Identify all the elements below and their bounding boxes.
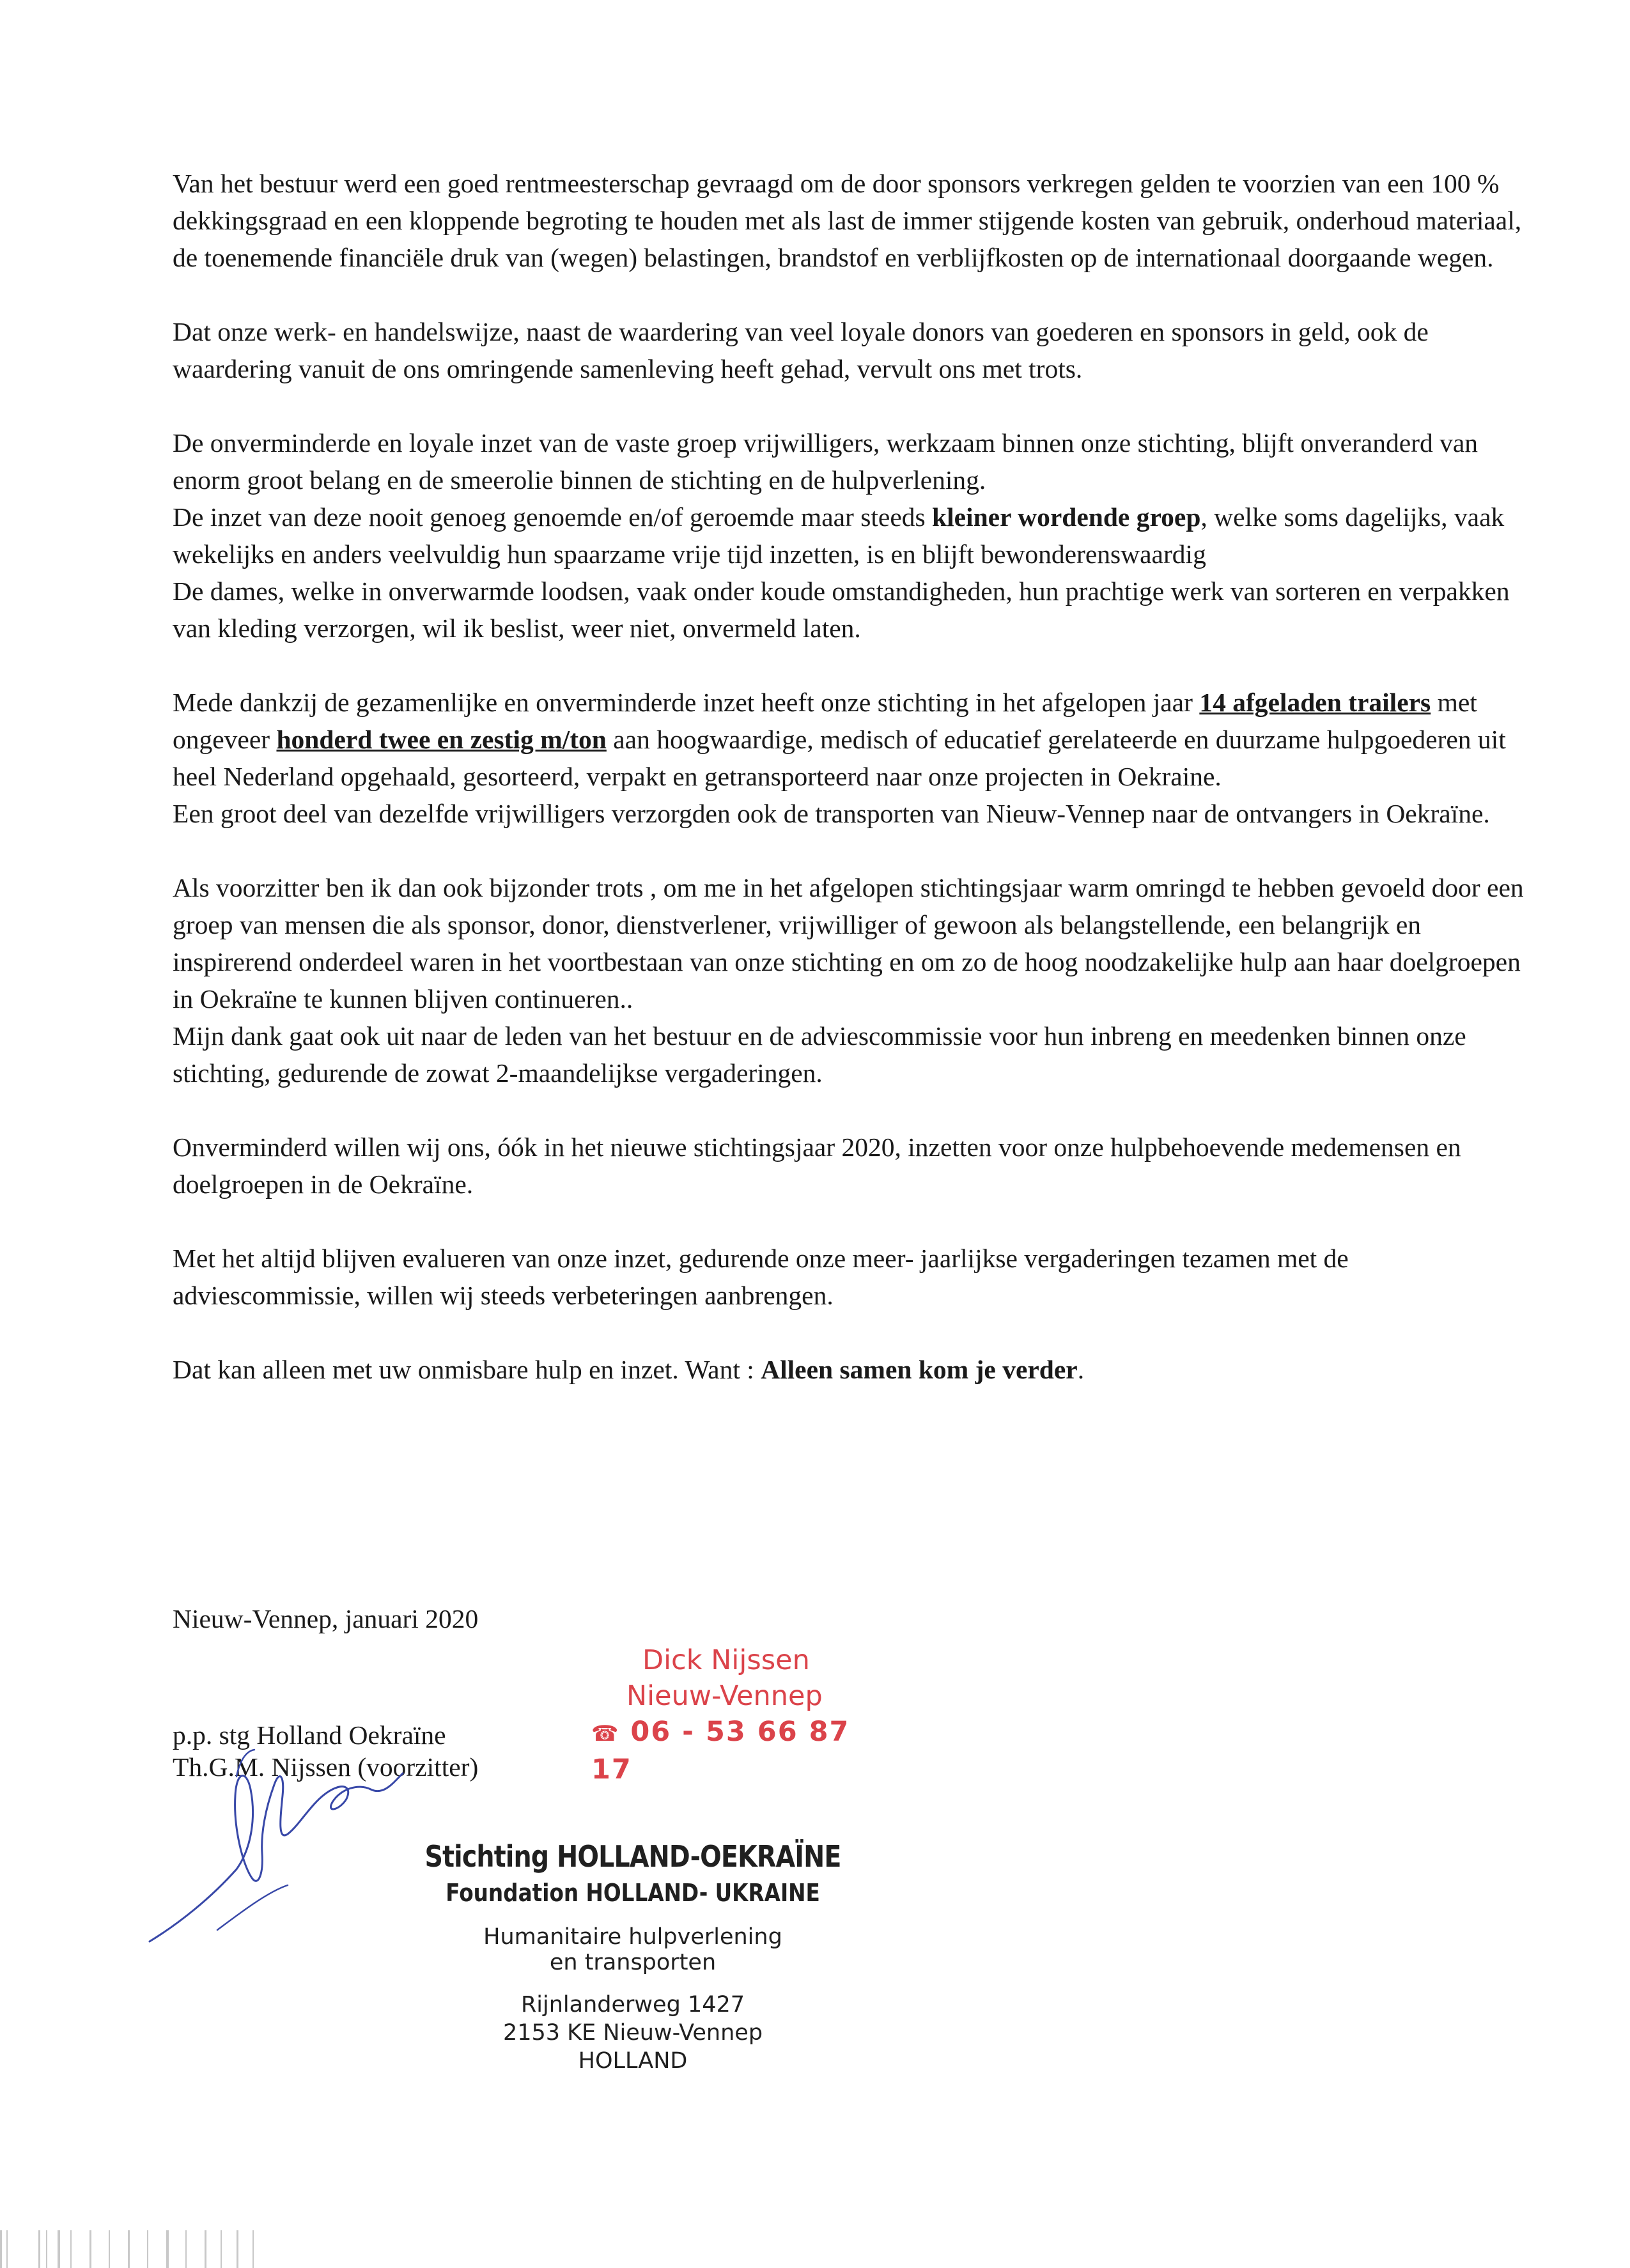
paragraph-2020: Onverminderd willen wij ons, óók in het nieuwe stichtingsjaar 2020, inzetten voor onze hulpbehoevende medemensen en doelgroepen in de Oekraïne. xyxy=(173,1132,1461,1199)
telephone-icon: ☎ xyxy=(591,1721,620,1747)
highlight-tonnage: honderd twee en zestig m/ton xyxy=(276,725,607,754)
paragraph-budget: Van het bestuur werd een goed rentmeesterschap gevraagd om de door sponsors verkregen gelden te voorzien van een 100 % dekkingsgraad en een kloppende begroting te houden met als last de immer stijgende kosten van gebruik, onderhoud materiaal, de toenemende financiële druk van (wegen) belastingen, brandstof en verblijfkosten op de internationaal doorgaande wegen. xyxy=(173,169,1522,272)
highlight-trailers: 14 afgeladen trailers xyxy=(1199,688,1431,717)
red-name-stamp xyxy=(591,1642,892,1787)
stamp-org-purpose-2: en transporten xyxy=(549,1950,717,1975)
stamp-org-street: Rijnlanderweg 1427 xyxy=(520,1992,745,2017)
bold-shrinking-group: kleiner wordende groep xyxy=(932,502,1201,532)
signatory-name: Th.G.M. Nijssen (voorzitter) xyxy=(173,1752,479,1782)
stamp-org-foundation: Foundation HOLLAND- UKRAINE xyxy=(446,1879,820,1907)
stamp-place: Nieuw-Vennep xyxy=(626,1680,823,1712)
stamp-org-country: HOLLAND xyxy=(578,2048,688,2074)
scan-barcode-strip xyxy=(0,2230,268,2268)
stamp-org-name: Stichting HOLLAND-OEKRAÏNE xyxy=(424,1839,841,1874)
stamp-org-postcode: 2153 KE Nieuw-Vennep xyxy=(502,2020,763,2046)
paragraph-appreciation: Dat onze werk- en handelswijze, naast de waardering van veel loyale donors van goederen en sponsors in geld, ook de waardering vanuit de ons omringende samenleving heeft gehad, vervult ons met trots. xyxy=(173,317,1429,383)
motto: Alleen samen kom je verder xyxy=(761,1355,1078,1384)
paragraph-motto: Dat kan alleen met uw onmisbare hulp en inzet. Want : Alleen samen kom je verder. xyxy=(173,1355,1085,1384)
letter-body xyxy=(173,165,1541,1388)
paragraph-volunteers: De onverminderde en loyale inzet van de vaste groep vrijwilligers, werkzaam binnen onze stichting, blijft onveranderd van enorm groot belang en de smeerolie binnen de stichting en de hulpverlening. De inzet van deze nooit genoeg genoemde en/of geroemde maar steeds kleiner wordende groep, welke soms dagelijks, vaak wekelijks en anders veelvuldig hun spaarzame vrije tijd inzetten, is en blijft bewonderenswaardig De dames, welke in onverwarmde loodsen, vaak onder koude omstandigheden, hun prachtige werk van sorteren en verpakken van kleding verzorgen, wil ik beslist, weer niet, onvermeld laten. xyxy=(173,428,1510,643)
organization-stamp xyxy=(345,1837,920,2075)
signatory-org: p.p. stg Holland Oekraïne xyxy=(173,1720,446,1750)
stamp-org-purpose-1: Humanitaire hulpverlening xyxy=(483,1924,782,1950)
paragraph-chairman: Als voorzitter ben ik dan ook bijzonder trots , om me in het afgelopen stichtingsjaar warm omringd te hebben gevoeld door een groep van mensen die als sponsor, donor, dienstverlener, vrijwilliger of gewoon als belangstellende, een belangrijk en inspirerend onderdeel waren in het voortbestaan van onze stichting en om zo de hoog noodzakelijke hulp aan haar doelgroepen in Oekraïne te kunnen blijven continueren.. Mijn dank gaat ook uit naar de leden van het bestuur en de adviescommissie voor hun inbreng en meedenken binnen onze stichting, gedurende de zowat 2-maandelijkse vergaderingen. xyxy=(173,873,1524,1088)
stamp-phone: 06 - 53 66 87 17 xyxy=(591,1716,850,1786)
paragraph-transports: Mede dankzij de gezamenlijke en onverminderde inzet heeft onze stichting in het afgelopen jaar 14 afgeladen trailers met ongeveer honderd twee en zestig m/ton aan hoogwaardige, medisch of educatief gerelateerde en duurzame hulpgoederen uit heel Nederland opgehaald, gesorteerd, verpakt en getransporteerd naar onze projecten in Oekraine. Een groot deel van dezelfde vrijwilligers verzorgden ook de transporten van Nieuw-Vennep naar de ontvangers in Oekraïne. xyxy=(173,688,1506,828)
paragraph-evaluation: Met het altijd blijven evalueren van onze inzet, gedurende onze meer- jaarlijkse vergaderingen tezamen met de adviescommissie, willen wij steeds verbeteringen aanbrengen. xyxy=(173,1244,1349,1310)
place-date: Nieuw-Vennep, januari 2020 xyxy=(173,1604,479,1633)
stamp-name: Dick Nijssen xyxy=(642,1644,810,1676)
